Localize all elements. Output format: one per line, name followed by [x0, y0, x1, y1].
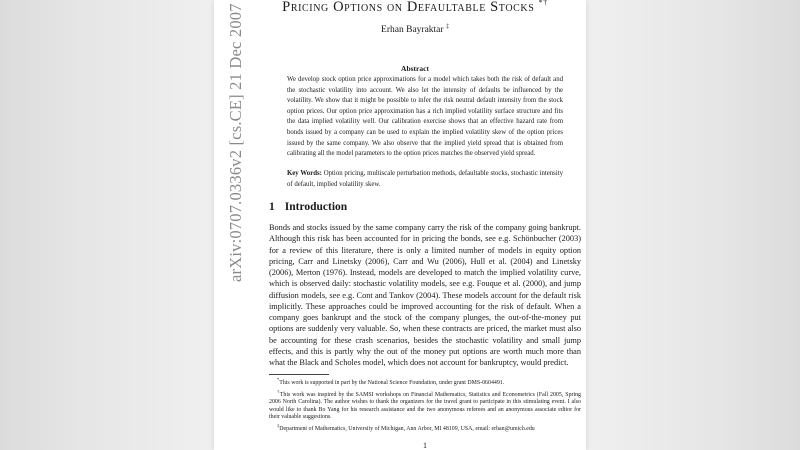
abstract-text: We develop stock option price approximations for a model which takes both the risk of default and the stochastic volatility into account. We also let the intensity of defaults be influenced by the volatility. We show that it might be possible to infer the risk neutral default intensity from the stock option prices. Our option price approximation has a rich implied volatility surface structure and fits the data implied volatility well. Our calibration exercise shows that an effective hazard rate from bonds issued by a company can be used to explain the implied volatility skew of the option prices issued by the same company. We also observe that the implied yield spread that is obtained from calibrating all the model parameters to the option prices matches the observed yield spread. — [287, 76, 563, 158]
footnote-text: This work is supported in part by the National Science Foundation, under grant DMS-0604491. — [279, 379, 505, 386]
introduction-paragraph: Bonds and stocks issued by the same company carry the risk of the company going bankrupt. Although this risk has been accounted for in pricing the bonds, see e.g. Schönbucher (2003) for a review of this literature, there is only a limited number of models in equity option pricing, Carr and Linetsky (2006), Carr and Wu (2006), Hull et al. (2004) and Linetsky (2006), Merton (1976). Instead, models are developed to match the implied volatility curve, which is observed daily: stochastic volatility models, see e.g. Fouque et al. (2000), and jump diffusion models, see e.g. Cont and Tankov (2004). These models account for the default risk implicitly. These approaches could be improved accounting for the risk of default. When a company goes bankrupt and the stock of the company plunges, the out-of-the-money put options are suddenly very valuable. So, when these contracts are priced, the market must also be accounting for these crash scenarios, besides the stochastic volatility and small jump effects, and this is partly why the out of the money put options are worth much more than what the Black and Scholes model, which does not account for bankruptcy, would predict. — [269, 223, 581, 367]
author-line — [260, 24, 570, 35]
title-footnote-marks: *† — [538, 0, 548, 7]
left-backdrop — [0, 0, 218, 450]
title-text: Pricing Options on Defaultable Stocks — [282, 0, 535, 15]
page-number: 1 — [423, 441, 427, 450]
footnote-rule — [269, 374, 329, 375]
footnote — [269, 422, 581, 434]
footnote-mark: * — [277, 377, 280, 382]
section-title: Introduction — [284, 201, 348, 213]
keywords — [287, 169, 563, 190]
arxiv-stamp: arXiv:0707.0336v2 [cs.CE] 21 Dec 2007 — [226, 3, 245, 282]
abstract-heading: Abstract — [401, 64, 429, 73]
keywords-text: Option pricing, multiscale perturbation methods, defaultable stocks, stochastic intensity of default, implied volatility skew. — [287, 170, 564, 188]
footnote-mark: † — [277, 388, 280, 394]
section-heading — [269, 201, 347, 213]
right-backdrop — [582, 0, 800, 450]
author-footnote-mark: ‡ — [445, 24, 449, 30]
footnote-text: Department of Mathematics, University of Michigan, Ann Arbor, MI 48109, USA, email: erhan@umich.edu — [279, 425, 535, 432]
paper-title — [260, 0, 570, 16]
footnote — [269, 388, 581, 422]
footnotes — [269, 376, 581, 433]
section-number: 1 — [269, 201, 275, 213]
author-name: Erhan Bayraktar — [381, 25, 444, 36]
footnote-text: This work was inspired by the SAMSI workshops on Financial Mathematics, Statistics and Econometrics (Fall 2005, Spring 2006 North Carolina). The author wishes to thank the organizers for the travel grant to participate in this stimulating event. I also would like to thank Bo Yang for his research assistance and the two anonymous referees and an anonymous associate editor for their valuable suggestions. — [269, 391, 581, 421]
footnote — [269, 376, 581, 388]
footnote-mark: ‡ — [277, 422, 280, 428]
keywords-label: Key Words: — [287, 170, 322, 177]
